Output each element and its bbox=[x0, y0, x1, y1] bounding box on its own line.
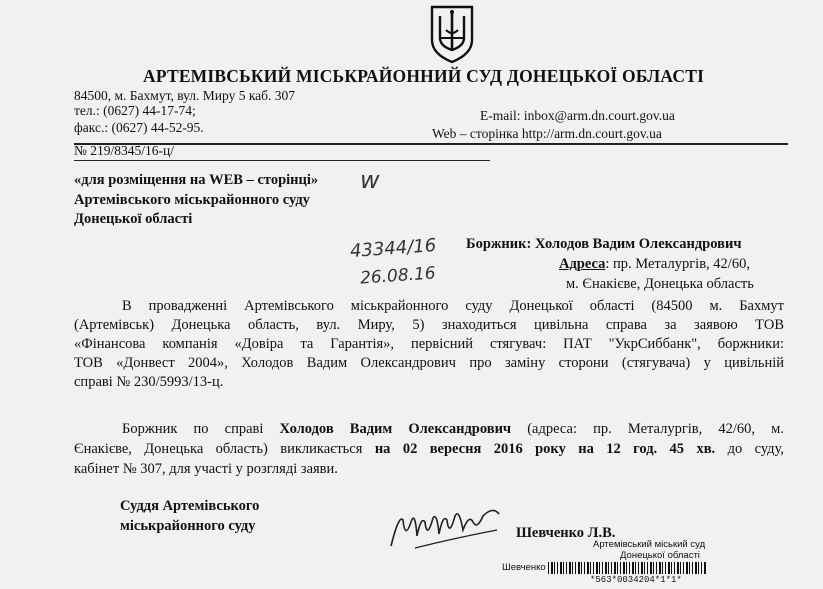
addressee-line2: Артемівського міськрайонного суду bbox=[74, 192, 310, 208]
number-underline bbox=[74, 160, 490, 161]
court-address: 84500, м. Бахмут, вул. Миру 5 каб. 307 bbox=[74, 88, 296, 103]
debtor-name: Холодов Вадим Олександрович bbox=[534, 236, 742, 252]
debtor-address-label: Адреса bbox=[559, 256, 606, 272]
paragraph-2-summons: Єнакієве, Донецька область) викликається bbox=[74, 441, 375, 457]
paragraph-2-line3: кабінет № 307, для участі у розгляді заяви. bbox=[74, 461, 338, 477]
header-rule bbox=[74, 143, 788, 145]
paragraph-2-to-court: до суду, bbox=[715, 441, 784, 457]
paragraph-1-line3: «Фінансова компанія «Довіра та Гарантія», первісний стягувач: ПАТ "УкрСиббанк", боржники: bbox=[74, 336, 784, 352]
debtor-address-line1 bbox=[559, 256, 750, 273]
stamp-court-line2: Донецької області bbox=[620, 550, 700, 561]
outgoing-number: № 219/8345/16-ц/ bbox=[74, 143, 174, 158]
paragraph-2-hearing-date: на 02 вересня 2016 року на 12 год. 45 хв. bbox=[374, 441, 716, 457]
barcode-number: *563*0034204*1*1* bbox=[590, 575, 682, 585]
handwritten-registration-number: 43344/16 bbox=[349, 235, 437, 262]
barcode-label: Шевченко bbox=[502, 562, 546, 573]
paragraph-1-line2: (Артемівськ) Донецька область, вул. Миру, 5) знаходиться цивільна справа за заявою ТОВ bbox=[74, 317, 784, 333]
paragraph-2-address: (адреса: пр. Металургів, 42/60, м. bbox=[511, 421, 784, 437]
court-fax: факс.: (0627) 44-52-95. bbox=[74, 120, 204, 135]
paragraph-1-line1: В провадженні Артемівського міськрайонного суду Донецької області (84500 м. Бахмут bbox=[122, 298, 784, 314]
paragraph-1-line4: ТОВ «Донвест 2004», Холодов Вадим Олександрович про заміну сторони (стягувача) у цивільній bbox=[74, 355, 784, 371]
handwritten-registration-date: 26.08.16 bbox=[359, 263, 437, 289]
judge-title-line2: міськрайонного суду bbox=[120, 518, 256, 534]
paragraph-2-line1 bbox=[74, 420, 784, 440]
debtor-label: Боржник: bbox=[466, 236, 532, 252]
debtor-line bbox=[466, 236, 742, 253]
judge-title-line1: Суддя Артемівського bbox=[120, 498, 260, 514]
barcode bbox=[548, 562, 706, 574]
court-name: АРТЕМІВСЬКИЙ МІСЬКРАЙОННИЙ СУД ДОНЕЦЬКОЇ ОБЛАСТІ bbox=[143, 66, 705, 86]
addressee-line3: Донецької області bbox=[74, 211, 193, 227]
stamp-court-line1: Артемівський міський суд bbox=[593, 539, 706, 550]
paragraph-2-line2 bbox=[74, 440, 784, 460]
court-phone: тел.: (0627) 44-17-74; bbox=[74, 103, 196, 118]
paragraph-2-debtor-name: Холодов Вадим Олександрович bbox=[279, 421, 512, 437]
paragraph-2-intro: Боржник по справі bbox=[122, 421, 280, 437]
court-website: Web – сторінка http://arm.dn.court.gov.ua bbox=[432, 126, 662, 141]
signature-icon bbox=[385, 500, 505, 556]
addressee-mark: w bbox=[360, 166, 380, 194]
coat-of-arms-icon bbox=[428, 4, 476, 64]
court-email: E-mail: inbox@arm.dn.court.gov.ua bbox=[480, 108, 675, 123]
addressee-line1: «для розміщення на WEB – сторінці» bbox=[74, 172, 319, 188]
debtor-address-line2: м. Єнакієве, Донецька область bbox=[566, 276, 754, 292]
debtor-address-text: : пр. Металургів, 42/60, bbox=[605, 256, 750, 272]
paragraph-1-line5: справі № 230/5993/13-ц. bbox=[74, 374, 224, 390]
judge-name: Шевченко Л.В. bbox=[516, 525, 616, 541]
